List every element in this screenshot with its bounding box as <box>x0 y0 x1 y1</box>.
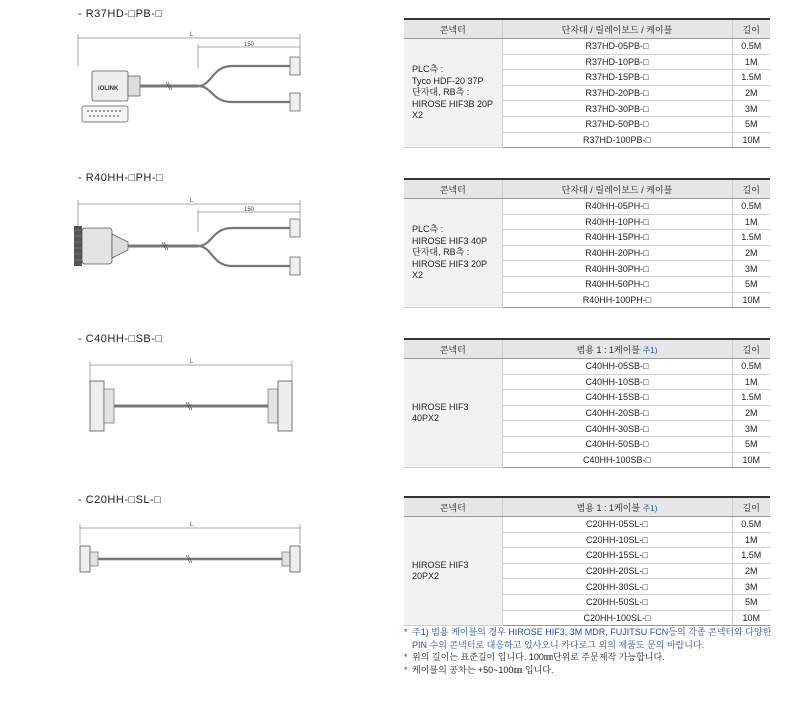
note-ref: 주1) <box>642 503 658 513</box>
model-cell: R37HD-20PB-□ <box>502 85 732 101</box>
model-cell: R37HD-05PB-□ <box>502 39 732 55</box>
header-length: 길이 <box>732 339 770 359</box>
note-2: * 위의 길이는 표준길이 입니다. 100㎜단위로 주문제작 가능합니다. <box>404 651 774 664</box>
end-connector-right <box>290 546 300 572</box>
length-label: L <box>190 359 194 365</box>
connector-spec: PLC측 : Tyco HDF-20 37P 단자대, RB측 : HIROSE HIF3B 20P X2 <box>404 39 502 148</box>
model-cell: R40HH-20PH-□ <box>502 245 732 261</box>
cable-drawing-c20hh <box>62 520 312 590</box>
length-cell: 3M <box>732 261 770 277</box>
length-cell: 3M <box>732 579 770 595</box>
model-cell: C40HH-15SB-□ <box>502 390 732 406</box>
model-cell: C40HH-20SB-□ <box>502 405 732 421</box>
spec-table-c40hh <box>404 338 770 468</box>
connector-spec: PLC측 : HIROSE HIF3 40P 단자대, RB측 : HIROSE HIF3 20P X2 <box>404 199 502 308</box>
end-connector-left <box>90 381 104 431</box>
length-cell: 1M <box>732 54 770 70</box>
model-cell: C40HH-10SB-□ <box>502 374 732 390</box>
section-title-r37hd: - R37HD-□PB-□ <box>78 8 163 20</box>
header-length: 길이 <box>732 19 770 39</box>
header-product: 단자대 / 릴레이보드 / 케이블 <box>502 179 732 199</box>
spec-table-r40hh <box>404 178 770 308</box>
dim-label: 150 <box>244 42 255 48</box>
connector-spec: HIROSE HIF3 20PX2 <box>404 517 502 626</box>
cable-drawing-r40hh <box>62 192 312 292</box>
length-label: L <box>190 198 194 204</box>
length-cell: 2M <box>732 85 770 101</box>
header-length: 길이 <box>732 179 770 199</box>
model-cell: C40HH-30SB-□ <box>502 421 732 437</box>
model-cell: C20HH-10SL-□ <box>502 532 732 548</box>
length-cell: 5M <box>732 116 770 132</box>
model-cell: R40HH-50PH-□ <box>502 276 732 292</box>
note-1: * 주1) 범용 케이블의 경우 HIROSE HIF3, 3M MDR, FUJITSU FCN등의 각종 콘넥터와 다양한 PIN 수의 콘넥터로 대응하고 있사오니 카다로그 외의 제품도 문의 바랍니다. <box>404 626 774 651</box>
header-connector: 콘넥터 <box>404 19 502 39</box>
spec-table-c20hh <box>404 496 770 626</box>
model-cell: R40HH-15PH-□ <box>502 230 732 246</box>
length-cell: 0.5M <box>732 39 770 55</box>
model-cell: R37HD-10PB-□ <box>502 54 732 70</box>
length-label: L <box>190 522 194 528</box>
model-cell: C40HH-05SB-□ <box>502 359 732 375</box>
length-cell: 1.5M <box>732 390 770 406</box>
note-3: * 케이블의 공차는 +50~100㎜ 입니다. <box>404 664 774 677</box>
model-cell: R40HH-10PH-□ <box>502 214 732 230</box>
section-title-c40hh: - C40HH-□SB-□ <box>78 333 163 345</box>
model-cell: C40HH-50SB-□ <box>502 436 732 452</box>
rb-connector-2 <box>290 257 300 275</box>
model-cell: R40HH-05PH-□ <box>502 199 732 215</box>
model-cell: R40HH-30PH-□ <box>502 261 732 277</box>
cable-drawing-c40hh <box>62 355 312 445</box>
section-title-c20hh: - C20HH-□SL-□ <box>78 494 162 506</box>
note-ref: 주1) <box>642 345 658 355</box>
header-connector: 콘넥터 <box>404 339 502 359</box>
dim-label: 150 <box>244 207 255 213</box>
footnotes <box>404 626 774 676</box>
model-cell: C40HH-100SB-□ <box>502 452 732 468</box>
length-cell: 1.5M <box>732 230 770 246</box>
connector-spec: HIROSE HIF3 40PX2 <box>404 359 502 468</box>
model-cell: C20HH-20SL-□ <box>502 563 732 579</box>
model-cell: C20HH-50SL-□ <box>502 594 732 610</box>
model-cell: R40HH-100PH-□ <box>502 292 732 308</box>
length-cell: 2M <box>732 405 770 421</box>
rb-connector-1 <box>290 219 300 237</box>
end-connector-right <box>278 381 292 431</box>
model-cell: C20HH-30SL-□ <box>502 579 732 595</box>
length-cell: 1.5M <box>732 70 770 86</box>
header-connector: 콘넥터 <box>404 497 502 517</box>
length-cell: 2M <box>732 563 770 579</box>
header-product: 단자대 / 릴레이보드 / 케이블 <box>502 19 732 39</box>
length-label: L <box>190 32 194 38</box>
model-cell: C20HH-100SL-□ <box>502 610 732 626</box>
spec-table-r37hd <box>404 18 770 148</box>
model-cell: R37HD-100PB-□ <box>502 132 732 148</box>
length-cell: 1M <box>732 374 770 390</box>
model-cell: R37HD-30PB-□ <box>502 101 732 117</box>
header-length: 길이 <box>732 497 770 517</box>
cable-drawing-r37hd <box>62 26 312 136</box>
length-cell: 10M <box>732 292 770 308</box>
header-product: 범용 1 : 1케이블 주1) <box>502 339 732 359</box>
rb-connector-2 <box>290 93 300 111</box>
model-cell: R37HD-15PB-□ <box>502 70 732 86</box>
length-cell: 5M <box>732 276 770 292</box>
length-cell: 10M <box>732 452 770 468</box>
length-cell: 1.5M <box>732 548 770 564</box>
length-cell: 0.5M <box>732 199 770 215</box>
length-cell: 1M <box>732 214 770 230</box>
brand-logo: iOLINK <box>98 86 119 92</box>
model-cell: R37HD-50PB-□ <box>502 116 732 132</box>
header-connector: 콘넥터 <box>404 179 502 199</box>
length-cell: 10M <box>732 132 770 148</box>
length-cell: 3M <box>732 101 770 117</box>
rb-connector-1 <box>290 57 300 75</box>
end-connector-left <box>80 546 90 572</box>
length-cell: 0.5M <box>732 517 770 533</box>
length-cell: 10M <box>732 610 770 626</box>
length-cell: 2M <box>732 245 770 261</box>
length-cell: 0.5M <box>732 359 770 375</box>
model-cell: C20HH-05SL-□ <box>502 517 732 533</box>
length-cell: 5M <box>732 594 770 610</box>
model-cell: C20HH-15SL-□ <box>502 548 732 564</box>
header-product: 범용 1 : 1케이블 주1) <box>502 497 732 517</box>
length-cell: 1M <box>732 532 770 548</box>
length-cell: 3M <box>732 421 770 437</box>
length-cell: 5M <box>732 436 770 452</box>
section-title-r40hh: - R40HH-□PH-□ <box>78 172 164 184</box>
